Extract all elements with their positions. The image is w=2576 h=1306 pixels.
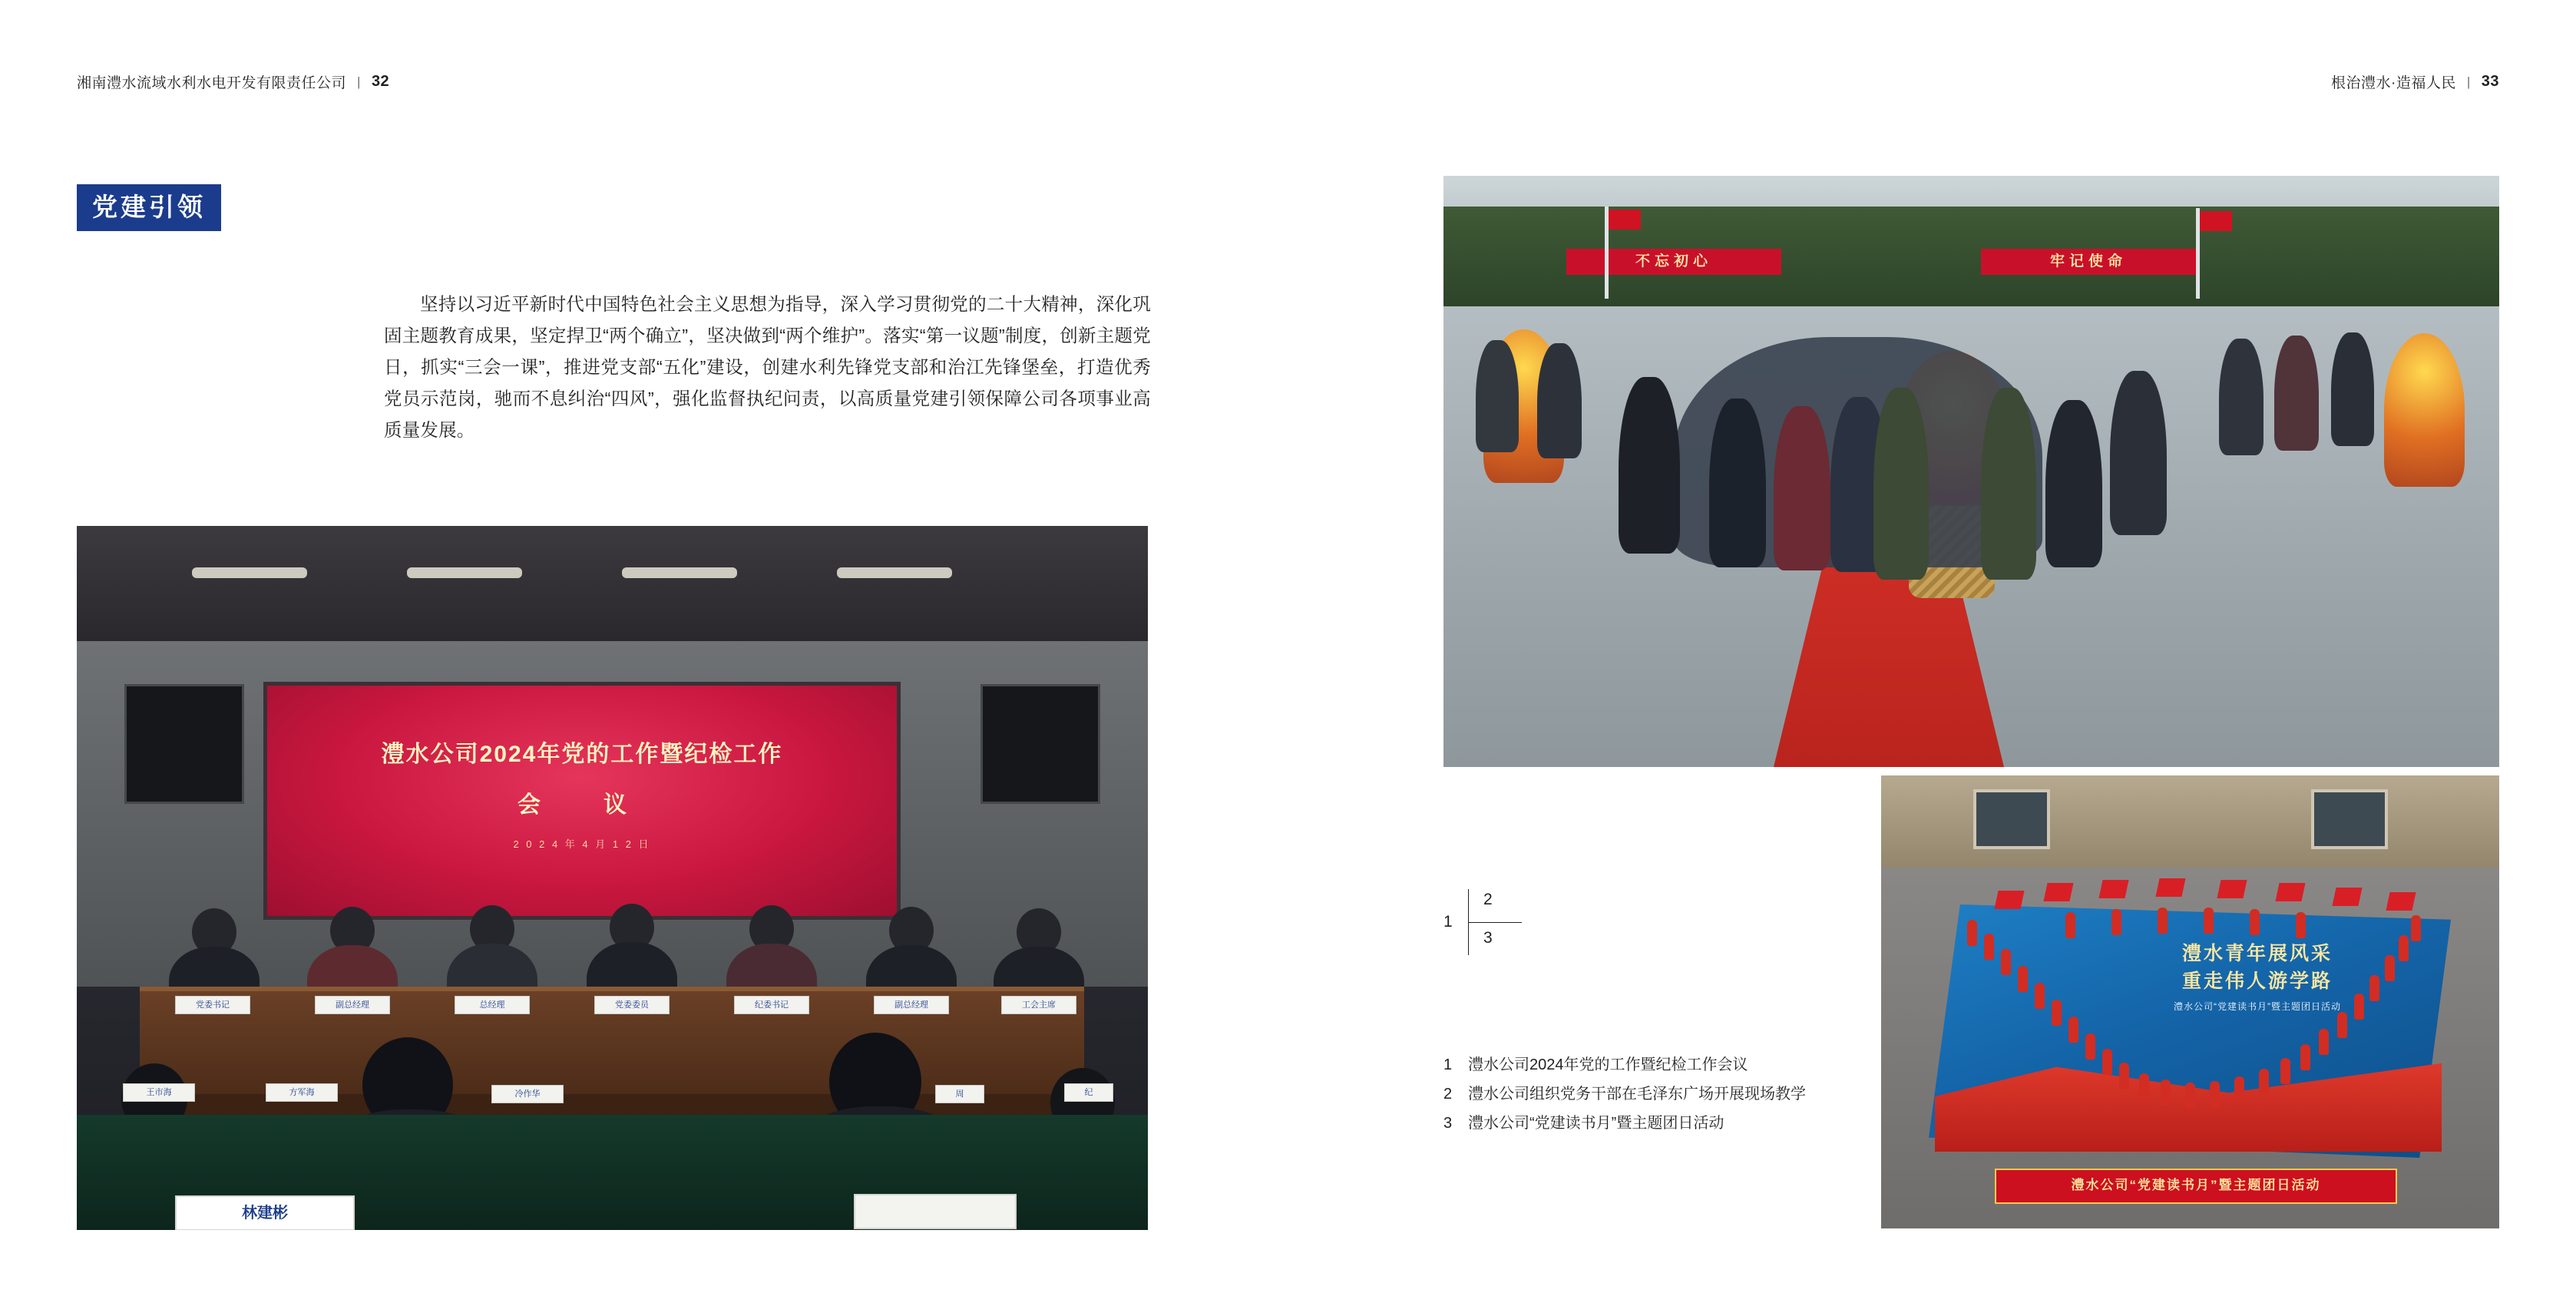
flower-basket-right — [2384, 333, 2465, 487]
person — [2110, 371, 2167, 535]
participant — [2354, 994, 2364, 1020]
ground-banner: 澧水公司“党建读书月”暨主题团日活动 — [1995, 1169, 2397, 1204]
wall-panel-right — [980, 684, 1100, 804]
participant — [2102, 1049, 2112, 1075]
red-flag — [1994, 891, 2024, 909]
ceiling-light — [622, 567, 737, 578]
nameplate: 纪 — [1064, 1083, 1113, 1102]
participant — [2001, 949, 2011, 975]
participant — [2296, 912, 2306, 938]
backdrop-title-line1: 澧水青年展风采 — [2181, 943, 2333, 964]
caption-text: 澧水公司“党建读书月”暨主题团日活动 — [1468, 1115, 1724, 1132]
participant — [2185, 1083, 2195, 1109]
photo-conference-meeting — [77, 526, 1148, 1230]
nameplate-foreground: 林建彬 — [175, 1195, 355, 1230]
caption-number: 2 — [1443, 1086, 1453, 1103]
body-paragraph: 坚持以习近平新时代中国特色社会主义思想为指导，深入学习贯彻党的二十大精神，深化巩固主题教育成果，坚定捍卫“两个确立”，坚决做到“两个维护”。落实“第一议题”制度，创新主题党日，抓实“三会一课”，推进党支部“五化”建设，创建水利先锋党支部和治江先锋堡垒，打造优秀党员示范岗，驰而不息纠治“四风”，强化监督执纪问责，以高质量党建引领保障公司各项事业高质量发展。 — [384, 294, 1151, 440]
red-flag — [2200, 211, 2232, 231]
red-flag — [2217, 880, 2247, 898]
bystander — [2274, 336, 2319, 451]
nameplate: 周 — [935, 1085, 984, 1103]
running-head-right — [2331, 71, 2499, 92]
nameplate: 党委委员 — [594, 996, 670, 1014]
participant — [2139, 1073, 2149, 1099]
participant — [2068, 1017, 2078, 1043]
figure-key-horizontal-rule — [1468, 922, 1522, 923]
screen-subhead: 会 议 — [518, 792, 646, 818]
nameplate-foreground-blank — [854, 1194, 1017, 1229]
red-flag — [1609, 210, 1641, 230]
participant — [2085, 1033, 2095, 1060]
red-flag — [2098, 880, 2128, 898]
caption-text: 澧水公司组织党务干部在毛泽东广场开展现场教学 — [1468, 1086, 1806, 1103]
red-flag — [2043, 883, 2073, 901]
ceiling-light — [192, 567, 307, 578]
participant — [2065, 912, 2075, 938]
square-banner-left: 不忘初心 — [1566, 249, 1781, 275]
backdrop-title-line3: 澧水公司“党建读书月”暨主题团日活动 — [2174, 1001, 2341, 1012]
red-flag — [2275, 883, 2305, 901]
participant — [2234, 1076, 2244, 1103]
person — [1774, 406, 1830, 570]
figure-key-2: 2 — [1483, 891, 1493, 908]
window — [1973, 789, 2050, 849]
honor-guard — [1981, 388, 2036, 580]
running-head-left — [77, 71, 389, 92]
square-banner-right: 牢记使命 — [1981, 249, 2196, 275]
participant — [2259, 1069, 2269, 1095]
participant — [2280, 1058, 2290, 1084]
wall-panel-left — [124, 684, 244, 804]
page-number-left: 32 — [371, 73, 390, 90]
caption-text: 澧水公司2024年党的工作暨纪检工作会议 — [1468, 1056, 1748, 1073]
nameplate: 王市海 — [123, 1083, 195, 1102]
page-number-right: 33 — [2481, 73, 2499, 90]
person — [1619, 377, 1680, 554]
nameplate: 纪委书记 — [734, 996, 809, 1014]
section-title: 党建引领 — [77, 184, 221, 231]
screen-headline: 澧水公司2024年党的工作暨纪检工作 — [381, 742, 783, 767]
ceiling — [77, 526, 1148, 641]
red-flag — [2386, 892, 2416, 911]
bystander — [2219, 339, 2264, 455]
projection-screen — [267, 686, 897, 916]
participant — [2385, 955, 2395, 981]
participant — [2300, 1044, 2310, 1070]
running-head-right-separator: | — [2466, 74, 2471, 89]
nameplate: 工会主席 — [1001, 996, 1076, 1014]
bystander — [1537, 343, 1582, 458]
photo-youth-activity — [1881, 775, 2499, 1228]
bystander — [1476, 340, 1519, 452]
caption-number: 3 — [1443, 1115, 1453, 1132]
photo-memorial-square — [1443, 176, 2499, 767]
participant — [2399, 935, 2409, 961]
participant — [2411, 915, 2421, 941]
participant — [2369, 975, 2379, 1001]
figure-key-1: 1 — [1443, 913, 1453, 931]
nameplate: 副总经理 — [874, 996, 949, 1014]
running-head-left-text: 湘南澧水流域水利水电开发有限责任公司 — [77, 75, 347, 91]
window — [2311, 789, 2388, 849]
participant — [2161, 1080, 2171, 1106]
nameplate: 党委书记 — [175, 996, 250, 1014]
ceiling-light — [837, 567, 952, 578]
participant — [2250, 909, 2260, 935]
nameplate: 总经理 — [455, 996, 530, 1014]
participant — [1967, 920, 1977, 946]
honor-guard — [1873, 388, 1929, 580]
backdrop-title-line2: 重走伟人游学路 — [2181, 970, 2333, 992]
nameplate: 冷作华 — [491, 1085, 564, 1103]
participant — [2337, 1012, 2347, 1038]
figure-key-3: 3 — [1483, 929, 1493, 947]
participant — [2052, 1000, 2062, 1026]
participant — [2035, 983, 2045, 1009]
red-flag — [2155, 878, 2185, 897]
screen-date: 2 0 2 4 年 4 月 1 2 日 — [513, 838, 651, 850]
participant — [2158, 908, 2168, 934]
ceiling-light — [407, 567, 522, 578]
participant — [2111, 909, 2121, 935]
person — [1709, 398, 1766, 567]
participant — [2119, 1063, 2129, 1089]
red-flag — [2332, 888, 2362, 906]
participant — [2210, 1081, 2220, 1107]
figure-key-diagram — [1443, 889, 1551, 955]
nameplate: 副总经理 — [315, 996, 390, 1014]
participant — [2018, 966, 2028, 992]
running-head-left-separator: | — [357, 74, 361, 89]
running-head-right-text: 根治澧水·造福人民 — [2331, 75, 2456, 91]
nameplate: 方军海 — [266, 1083, 338, 1102]
participant — [2204, 908, 2214, 934]
bystander — [2331, 332, 2374, 446]
participant — [2319, 1029, 2329, 1055]
participant — [1984, 934, 1994, 960]
caption-number: 1 — [1443, 1056, 1453, 1073]
person — [2045, 400, 2102, 567]
